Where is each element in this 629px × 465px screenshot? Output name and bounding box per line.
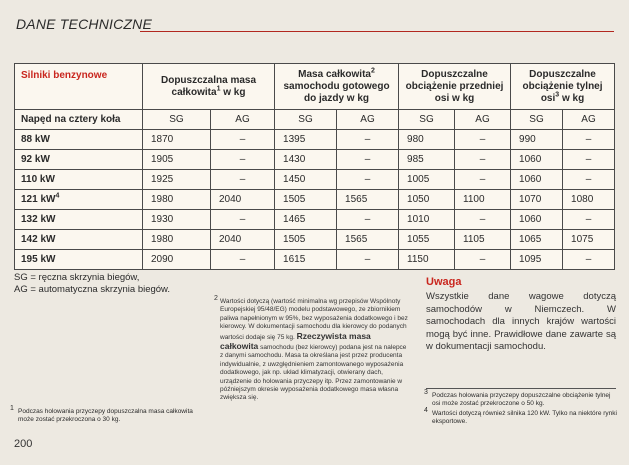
value-cell: 1080 xyxy=(563,190,615,210)
footnote-number: 1 xyxy=(10,405,14,412)
value-cell: 1925 xyxy=(143,170,211,190)
engine-cell xyxy=(15,170,143,190)
table-row xyxy=(15,210,615,230)
value-cell: 1905 xyxy=(143,150,211,170)
group-header-rear-axle xyxy=(511,64,615,110)
value-cell: 1065 xyxy=(511,230,563,250)
value-cell: 1055 xyxy=(399,230,455,250)
engine-label: 92 kW xyxy=(21,154,50,165)
engine-label: 142 kW xyxy=(21,234,56,245)
value-cell: – xyxy=(337,250,399,270)
subheader-ag: AG xyxy=(337,110,399,130)
value-cell: 1465 xyxy=(275,210,337,230)
footnote-bold-text: Rzeczywista masa całkowita xyxy=(220,330,371,352)
value-cell: 2090 xyxy=(143,250,211,270)
note-box xyxy=(426,276,616,354)
note-title: Uwaga xyxy=(426,276,462,288)
footnote-ref: 2 xyxy=(370,67,375,75)
table-row xyxy=(15,190,615,210)
value-cell: 1450 xyxy=(275,170,337,190)
footnote-3 xyxy=(424,389,618,408)
table-group-header-row xyxy=(15,64,615,110)
group-suffix: samochodu gotowego do jazdy w kg xyxy=(283,80,390,104)
footnote-ref: 3 xyxy=(555,91,560,99)
value-cell: – xyxy=(563,250,615,270)
value-cell: 1100 xyxy=(455,190,511,210)
footnote-text: Wartości dotyczą również silnika 120 kW. Tylko na niektóre rynki eksportowe. xyxy=(432,410,617,426)
engine-cell xyxy=(15,130,143,150)
footnote-text: Podczas holowania przyczepy dopuszczalne obciążenie tylnej osi może zostać przekroczone o 50 kg. xyxy=(432,392,611,408)
value-cell: – xyxy=(563,130,615,150)
footnote-1 xyxy=(10,405,210,424)
value-cell: 1505 xyxy=(275,190,337,210)
value-cell: – xyxy=(455,170,511,190)
engine-cell xyxy=(15,210,143,230)
value-cell: 1070 xyxy=(511,190,563,210)
footnote-number: 2 xyxy=(214,295,218,302)
value-cell: – xyxy=(455,130,511,150)
footnote-2 xyxy=(214,295,410,403)
value-cell: – xyxy=(211,210,275,230)
drive-type-label: Napęd na cztery koła xyxy=(15,110,143,130)
engine-label: 195 kW xyxy=(21,254,56,265)
group-suffix: w kg xyxy=(559,92,585,104)
value-cell: 990 xyxy=(511,130,563,150)
engine-label: 121 kW xyxy=(21,194,56,205)
weights-table xyxy=(14,63,615,270)
value-cell: – xyxy=(337,210,399,230)
value-cell: 985 xyxy=(399,150,455,170)
page-number: 200 xyxy=(14,438,33,450)
subheader-ag: AG xyxy=(563,110,615,130)
value-cell: 980 xyxy=(399,130,455,150)
group-label: Dopuszczalne obciążenie przedniej osi w kg xyxy=(405,68,504,104)
value-cell: 1565 xyxy=(337,230,399,250)
value-cell: – xyxy=(455,150,511,170)
value-cell: 1010 xyxy=(399,210,455,230)
value-cell: – xyxy=(211,170,275,190)
row-header: Silniki benzynowe xyxy=(15,64,143,110)
engine-label: 110 kW xyxy=(21,174,55,185)
value-cell: 1980 xyxy=(143,230,211,250)
footnote-number: 3 xyxy=(424,389,428,396)
engine-cell xyxy=(15,190,143,210)
engine-cell xyxy=(15,230,143,250)
value-cell: – xyxy=(211,150,275,170)
value-cell: – xyxy=(455,250,511,270)
value-cell: 1870 xyxy=(143,130,211,150)
group-label: Dopuszczalne obciążenie tylnej osi xyxy=(522,68,603,104)
value-cell: 1005 xyxy=(399,170,455,190)
legend-sg: SG = ręczna skrzynia biegów, xyxy=(14,272,140,283)
value-cell: 1930 xyxy=(143,210,211,230)
section-title: DANE TECHNICZNE xyxy=(16,16,153,32)
table-body xyxy=(15,130,615,270)
header-rule xyxy=(140,31,614,32)
value-cell: 1395 xyxy=(275,130,337,150)
value-cell: – xyxy=(337,130,399,150)
footnote-text: Podczas holowania przyczepy dopuszczalna masa całkowita może zostać przekroczona o 30 kg. xyxy=(18,408,193,424)
value-cell: – xyxy=(337,150,399,170)
footnote-divider xyxy=(426,388,616,389)
value-cell: – xyxy=(211,250,275,270)
group-label: Masa całkowita xyxy=(298,68,371,80)
value-cell: 1505 xyxy=(275,230,337,250)
note-body: Wszystkie dane wagowe dotyczą samochodów w Niemczech. W samochodach dla innych krajów wartości mogą być inne. Prawidłowe dane zawarte są w dokumentacji samochodu. xyxy=(426,291,616,352)
subheader-sg: SG xyxy=(143,110,211,130)
value-cell: – xyxy=(337,170,399,190)
value-cell: 1430 xyxy=(275,150,337,170)
value-cell: – xyxy=(563,170,615,190)
value-cell: – xyxy=(563,210,615,230)
value-cell: 1060 xyxy=(511,170,563,190)
page-header xyxy=(14,14,614,36)
legend-ag: AG = automatyczna skrzynia biegów. xyxy=(14,284,171,295)
footnote-ref: 4 xyxy=(55,192,60,200)
group-header-gross-weight xyxy=(143,64,275,110)
engine-cell xyxy=(15,250,143,270)
value-cell: 1060 xyxy=(511,210,563,230)
footnote-text: samochodu (bez kierowcy) podana jest na nalepce z danymi samochodu. Masa ta określana jest przez producenta indywidualnie, z uwzględnieniem zamontowanego wyposażenia dodatkowego, jak np. układ klimatyzacji, otwierany dach, urządzenie do holowania przyczepy itp. Przez zamontowanie w późniejszym okresie wyposażenia dodatkowego masa własna zwiększa się. xyxy=(220,344,407,402)
table-row xyxy=(15,170,615,190)
value-cell: 1105 xyxy=(455,230,511,250)
subheader-sg: SG xyxy=(511,110,563,130)
value-cell: 1615 xyxy=(275,250,337,270)
engine-cell xyxy=(15,150,143,170)
engine-label: 88 kW xyxy=(21,134,50,145)
subheader-sg: SG xyxy=(399,110,455,130)
footnote-4 xyxy=(424,407,618,426)
transmission-legend xyxy=(14,272,214,296)
value-cell: 1095 xyxy=(511,250,563,270)
value-cell: 1060 xyxy=(511,150,563,170)
group-header-front-axle xyxy=(399,64,511,110)
footnote-number: 4 xyxy=(424,407,428,414)
value-cell: 2040 xyxy=(211,230,275,250)
value-cell: 1565 xyxy=(337,190,399,210)
value-cell: – xyxy=(455,210,511,230)
value-cell: 1150 xyxy=(399,250,455,270)
subheader-sg: SG xyxy=(275,110,337,130)
table-row xyxy=(15,150,615,170)
group-suffix: w kg xyxy=(220,86,246,98)
engine-label: 132 kW xyxy=(21,214,56,225)
table-row xyxy=(15,250,615,270)
value-cell: 1050 xyxy=(399,190,455,210)
value-cell: 1075 xyxy=(563,230,615,250)
footnote-text: Wartości dotyczą (wartość minimalna wg przepisów Wspólnoty Europejskiej 95/48/EG) modelu podstawowego, ze zbiornikiem paliwa napełnionym w 95%, bez wyposażenia dodatkowego i bez kierowcy. W dokumentacji samochodu dla kierowcy do podanych wartości dodaje się 75 kg. xyxy=(220,298,408,341)
value-cell: – xyxy=(211,130,275,150)
table-row xyxy=(15,130,615,150)
group-header-kerb-weight xyxy=(275,64,399,110)
table-row xyxy=(15,230,615,250)
subheader-ag: AG xyxy=(455,110,511,130)
subheader-ag: AG xyxy=(211,110,275,130)
table-subheader-row xyxy=(15,110,615,130)
value-cell: – xyxy=(563,150,615,170)
footnote-ref: 1 xyxy=(216,85,221,93)
value-cell: 1980 xyxy=(143,190,211,210)
value-cell: 2040 xyxy=(211,190,275,210)
group-label: Dopuszczalna masa całkowita xyxy=(160,74,257,98)
